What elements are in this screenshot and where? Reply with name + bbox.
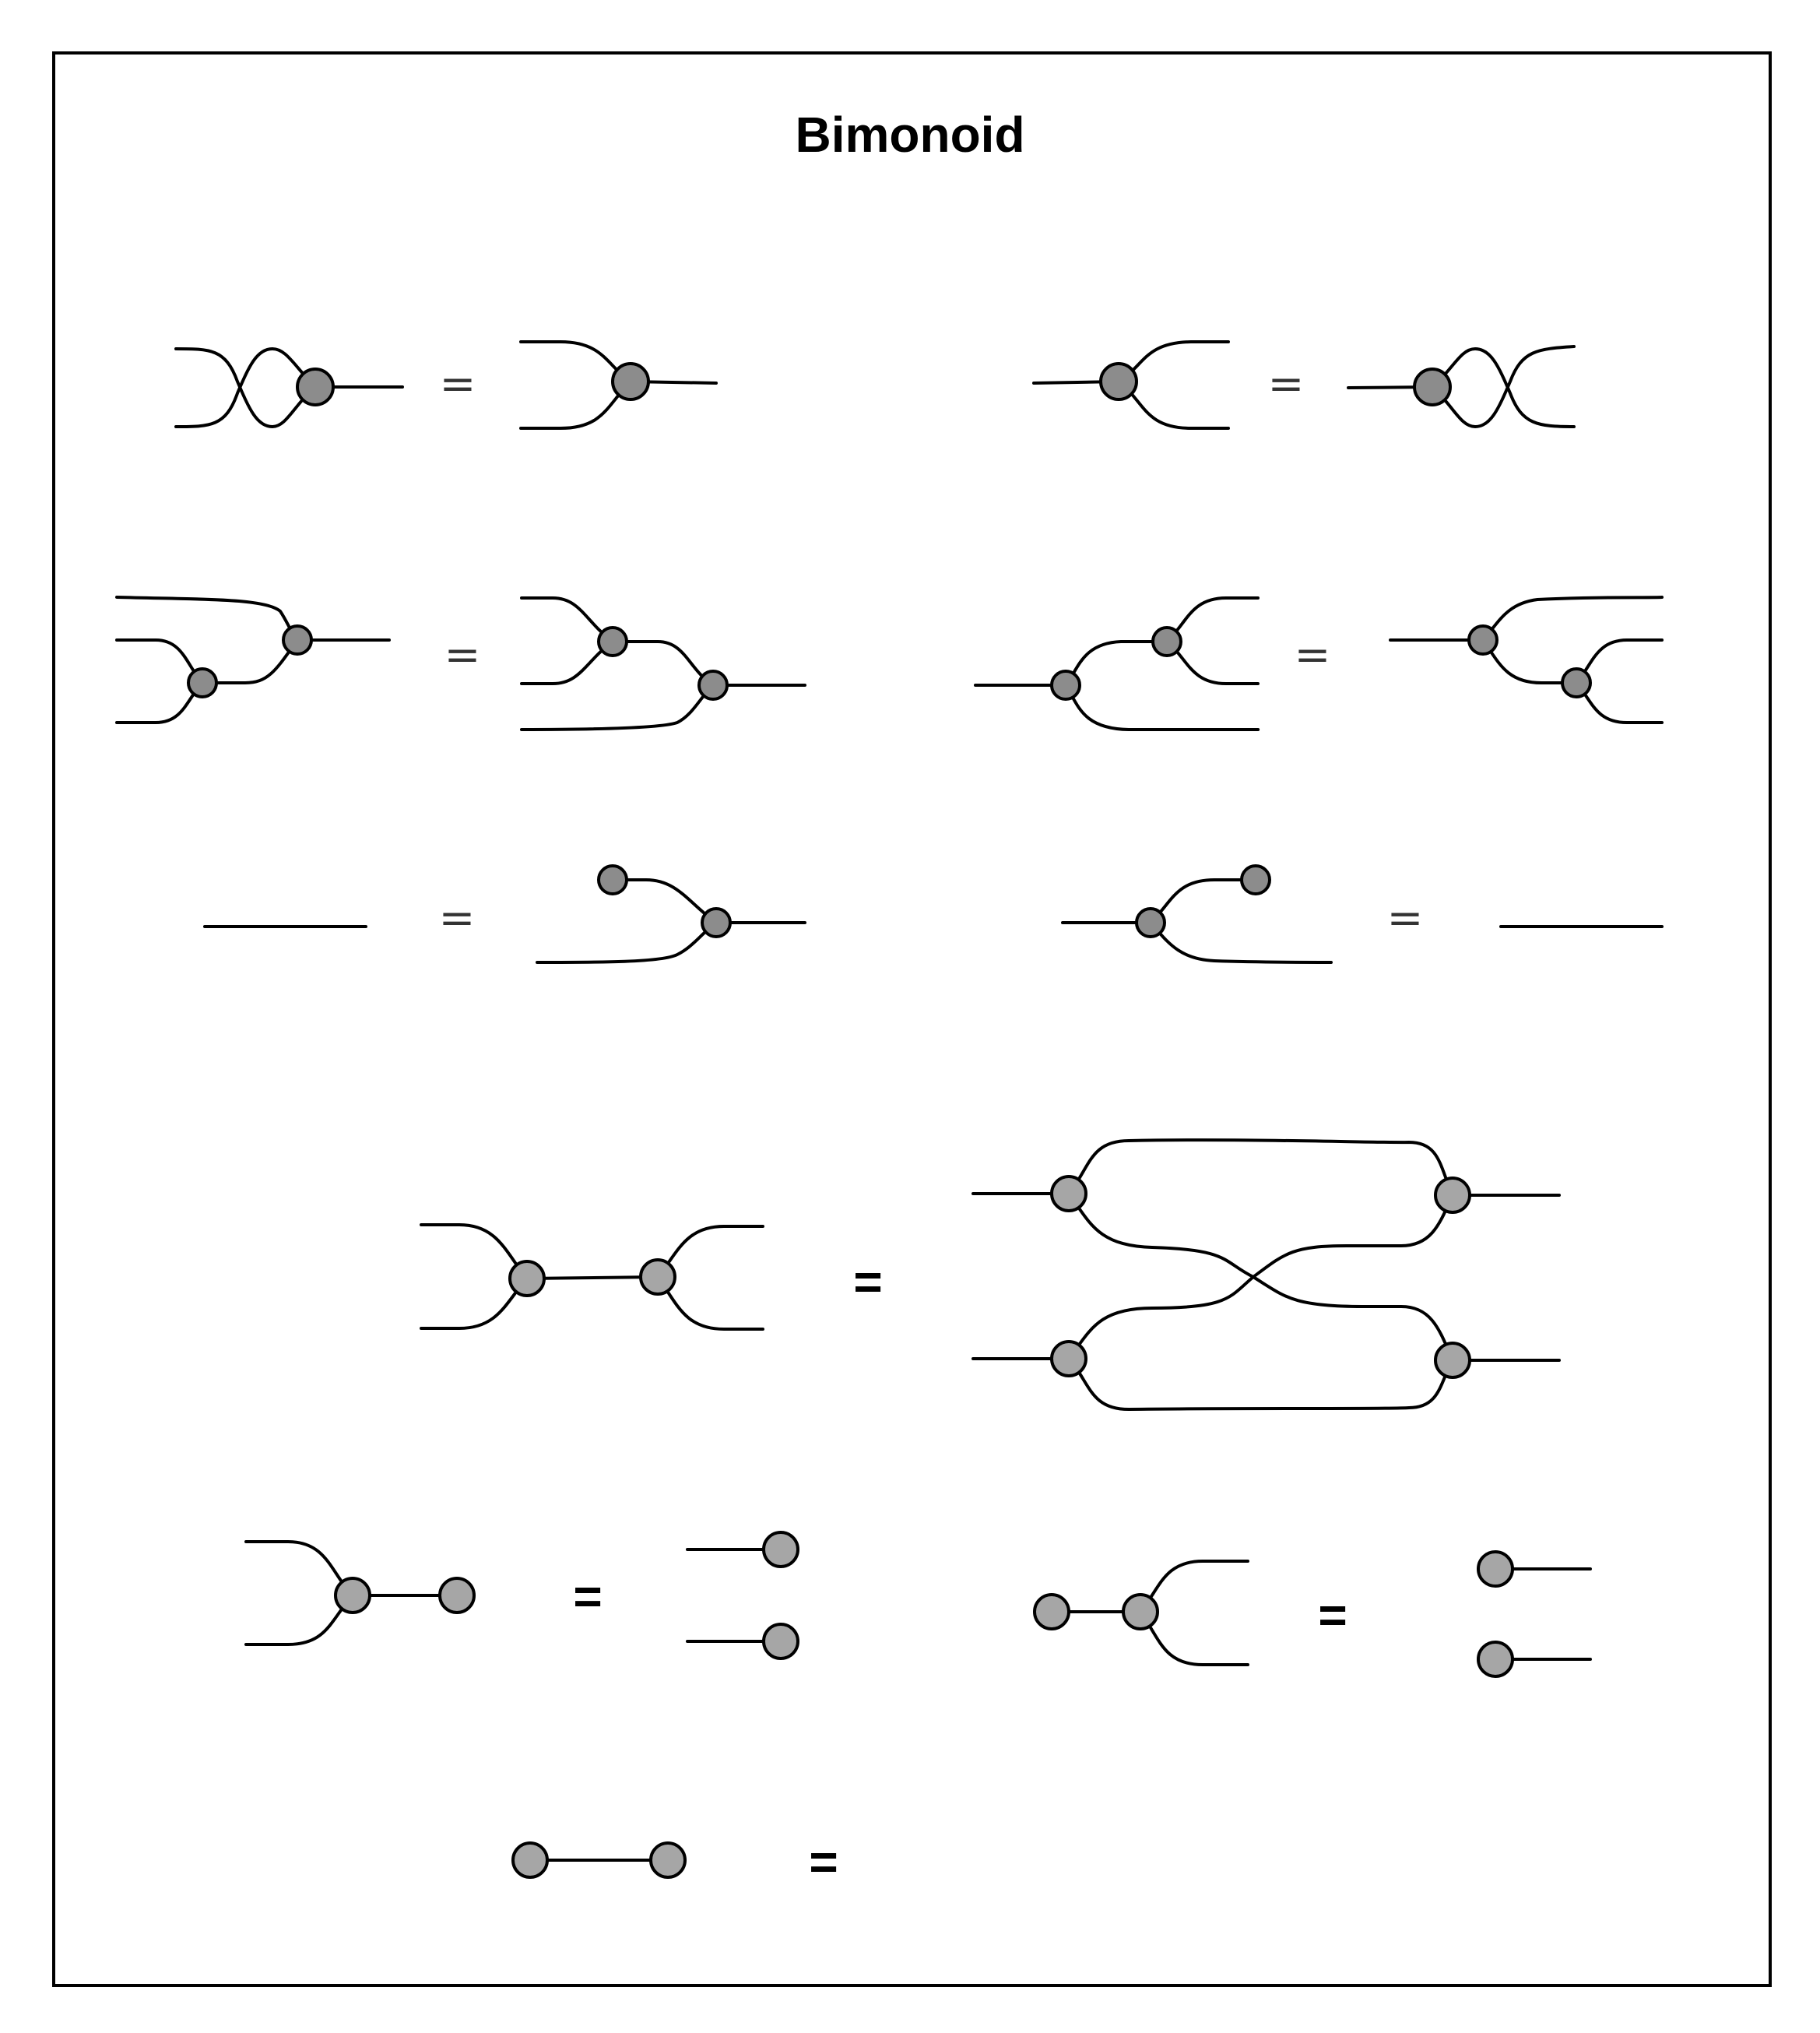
bialgebra-rhs [973, 1140, 1559, 1409]
equals-sign: = [1267, 359, 1305, 410]
equals-sign: = [853, 1254, 883, 1310]
comultiplication-node [1469, 626, 1497, 654]
unit-node [1478, 1552, 1513, 1586]
cocommutativity-lhs [1034, 342, 1228, 428]
cocommutativity-rhs [1348, 346, 1574, 427]
multiplication-node [599, 628, 627, 656]
multiplication-node [702, 909, 730, 937]
multiplication-node [1435, 1178, 1470, 1212]
equals-sign: = [573, 1568, 603, 1624]
comultiplication-unit-rhs [1478, 1552, 1590, 1676]
counitality-lhs [1063, 866, 1331, 962]
associativity-rhs [522, 598, 805, 730]
associativity-lhs [117, 597, 389, 723]
counit-multiplication-rhs [687, 1532, 798, 1658]
comultiplication-node [1052, 671, 1080, 699]
multiplication-node [297, 369, 333, 405]
comultiplication-node [641, 1260, 675, 1294]
equals-sign: = [439, 359, 476, 410]
counit-multiplication-lhs [246, 1542, 474, 1644]
multiplication-node [1435, 1343, 1470, 1377]
equals-sign: = [1318, 1587, 1347, 1643]
coassociativity-rhs [1390, 597, 1662, 723]
bialgebra-lhs [421, 1225, 763, 1329]
counit-node [764, 1624, 798, 1658]
comultiplication-node [1123, 1595, 1158, 1629]
unit-node [1035, 1595, 1069, 1629]
unit-node [1478, 1642, 1513, 1676]
equals-sign: = [444, 630, 481, 681]
multiplication-node [699, 671, 727, 699]
comultiplication-node [1137, 909, 1165, 937]
unitality-rhs [537, 866, 805, 962]
comultiplication-node [1414, 369, 1450, 405]
unit-node [513, 1843, 547, 1877]
commutativity-lhs [176, 349, 402, 427]
equals-sign: = [809, 1834, 838, 1890]
comultiplication-node [1052, 1342, 1086, 1376]
equals-sign: = [1386, 893, 1424, 944]
multiplication-node [613, 364, 648, 399]
counit-node [1242, 866, 1270, 894]
comultiplication-unit-lhs [1035, 1561, 1248, 1665]
unit-node [599, 866, 627, 894]
commutativity-rhs [521, 342, 716, 428]
multiplication-node [188, 669, 216, 697]
comultiplication-node [1562, 669, 1590, 697]
coassociativity-lhs [975, 598, 1258, 730]
counit-node [651, 1843, 685, 1877]
equals-sign: = [438, 893, 476, 944]
multiplication-node [283, 626, 311, 654]
equals-sign: = [1294, 630, 1331, 681]
multiplication-node [510, 1261, 544, 1296]
comultiplication-node [1052, 1177, 1086, 1211]
unit-counit-lhs [513, 1843, 685, 1877]
multiplication-node [336, 1578, 370, 1613]
comultiplication-node [1101, 364, 1137, 399]
counit-node [440, 1578, 474, 1613]
diagram-frame [54, 53, 1770, 1986]
comultiplication-node [1153, 628, 1181, 656]
diagram-title: Bimonoid [795, 107, 1025, 163]
counit-node [764, 1532, 798, 1567]
